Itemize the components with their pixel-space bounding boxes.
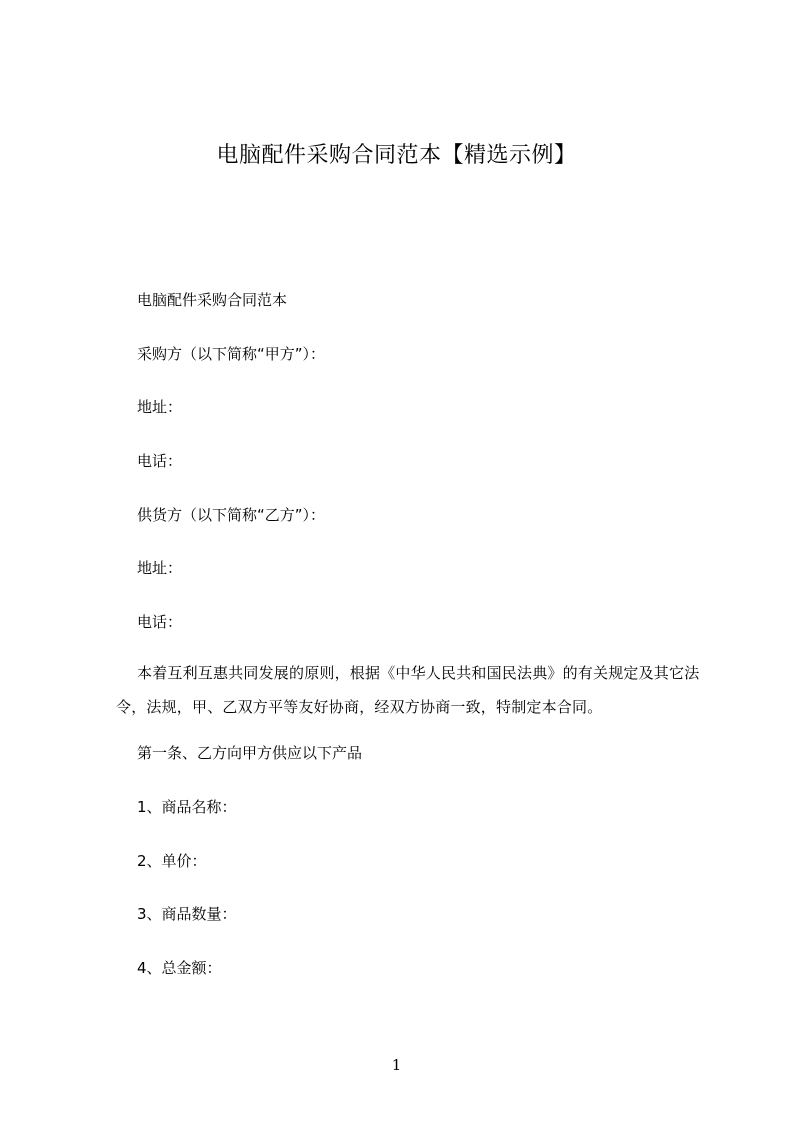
supplier-address-line: 地址： [137, 559, 183, 577]
article-1-heading: 第一条、乙方向甲方供应以下产品 [137, 744, 363, 762]
supplier-phone-line: 电话： [137, 613, 183, 631]
contract-name-line: 电脑配件采购合同范本 [137, 291, 288, 309]
list-item: 3、商品数量： [137, 905, 237, 923]
buyer-line: 采购方（以下简称“甲方”）： [137, 345, 326, 363]
list-item: 2、单价： [137, 852, 207, 870]
supplier-line: 供货方（以下简称“乙方”）： [137, 506, 326, 524]
preamble-paragraph: 本着互利互惠共同发展的原则，根据《中华人民共和国民法典》的有关规定及其它法令，法规，甲、乙双方平等友好协商，经双方协商一致，特制定本合同。 [116, 664, 700, 716]
list-item: 4、总金额： [137, 959, 222, 977]
page-title: 电脑配件采购合同范本【精选示例】 [216, 143, 577, 168]
buyer-address-line: 地址： [137, 398, 183, 416]
buyer-phone-line: 电话： [137, 452, 183, 470]
page-number: 1 [391, 1056, 402, 1074]
list-item: 1、商品名称： [137, 798, 237, 816]
